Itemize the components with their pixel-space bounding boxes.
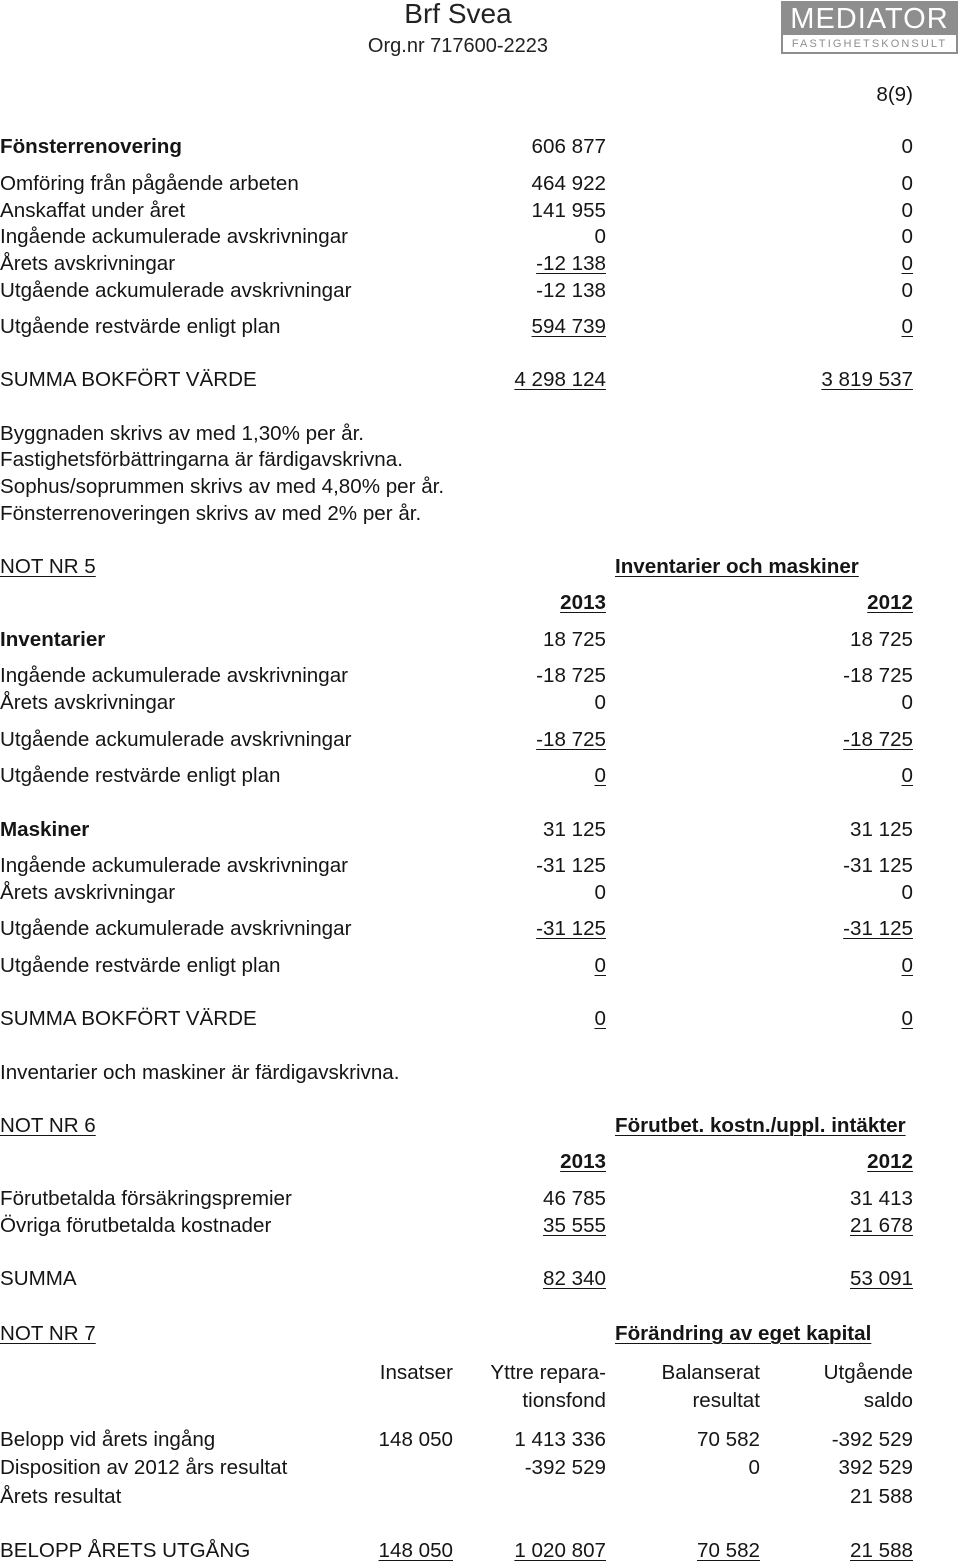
- year-2013: 2013: [560, 1150, 606, 1173]
- row-label: Utgående ackumulerade avskrivningar: [0, 279, 352, 302]
- value-2013: -18 725: [536, 664, 606, 687]
- table-row: [0, 136, 960, 158]
- table-row: [0, 1215, 960, 1237]
- row-label: Anskaffat under året: [0, 199, 186, 222]
- table-row: [0, 692, 960, 714]
- note-text: Byggnaden skrivs av med 1,30% per år.: [0, 422, 365, 445]
- note-text: Fönsterrenoveringen skrivs av med 2% per år.: [0, 502, 422, 525]
- row-label: Utgående restvärde enligt plan: [0, 764, 281, 787]
- col-header-fond: Yttre repara-: [490, 1361, 606, 1384]
- note-title: Förutbet. kostn./uppl. intäkter: [615, 1114, 906, 1137]
- value-2013: 18 725: [543, 628, 606, 651]
- table-row: [0, 280, 960, 302]
- col-header-fond-line2: tionsfond: [522, 1389, 606, 1412]
- value-fond: 1 413 336: [514, 1428, 606, 1451]
- value-2013: 31 125: [543, 818, 606, 841]
- value-2013: -31 125: [536, 854, 606, 877]
- note-text: Fastighetsförbättringarna är färdigavskrivna.: [0, 448, 403, 471]
- value-2012: 18 725: [850, 628, 913, 651]
- note-text: Sophus/soprummen skrivs av med 4,80% per år.: [0, 475, 445, 498]
- note-number: NOT NR 7: [0, 1322, 96, 1345]
- value-2013: 46 785: [543, 1187, 606, 1210]
- value-col-2: 0: [901, 279, 913, 302]
- value-2013: -31 125: [536, 917, 606, 940]
- table-row: [0, 173, 960, 195]
- note-5-remark: [0, 1062, 960, 1084]
- total-2012: 0: [901, 1007, 913, 1030]
- row-label: Ingående ackumulerade avskrivningar: [0, 225, 349, 248]
- row-label: Årets resultat: [0, 1485, 122, 1508]
- total-fond: 1 020 807: [514, 1539, 606, 1562]
- value-col-1: 0: [594, 225, 606, 248]
- value-col-1: 464 922: [531, 172, 606, 195]
- value-2012: 0: [901, 691, 913, 714]
- value-2012: 0: [901, 954, 913, 977]
- col-header-balanserat: Balanserat: [661, 1361, 760, 1384]
- total-2013: 82 340: [543, 1267, 606, 1290]
- row-label: Inventarier: [0, 628, 106, 651]
- value-2012: -18 725: [843, 664, 913, 687]
- year-header-row: [0, 1151, 960, 1173]
- value-col-2: 0: [901, 252, 913, 275]
- column-header-row-2: [0, 1390, 960, 1412]
- value-2012: 31 125: [850, 818, 913, 841]
- value-col-2: 0: [901, 199, 913, 222]
- table-row: [0, 253, 960, 275]
- total-col-1: 4 298 124: [514, 368, 606, 391]
- table-row: [0, 1457, 960, 1479]
- row-label: Utgående ackumulerade avskrivningar: [0, 728, 352, 751]
- total-label: SUMMA BOKFÖRT VÄRDE: [0, 1007, 257, 1030]
- table-row: [0, 1188, 960, 1210]
- total-saldo: 21 588: [850, 1539, 913, 1562]
- note-title: Förändring av eget kapital: [615, 1322, 872, 1345]
- table-row: [0, 226, 960, 248]
- value-2013: -18 725: [536, 728, 606, 751]
- value-2012: -18 725: [843, 728, 913, 751]
- note-number: NOT NR 6: [0, 1114, 96, 1137]
- logo-wordmark: MEDIATOR: [783, 3, 956, 35]
- value-col-1: -12 138: [536, 279, 606, 302]
- association-name: Brf Svea: [404, 0, 512, 29]
- total-col-2: 3 819 537: [821, 368, 913, 391]
- row-label: Årets avskrivningar: [0, 252, 176, 275]
- value-2012: 0: [901, 881, 913, 904]
- col-header-saldo: Utgående: [823, 1361, 913, 1384]
- value-col-1: -12 138: [536, 252, 606, 275]
- value-2012: 31 413: [850, 1187, 913, 1210]
- depreciation-note: [0, 476, 960, 498]
- note-number: NOT NR 5: [0, 555, 96, 578]
- row-label: Maskiner: [0, 818, 90, 841]
- row-label: Utgående ackumulerade avskrivningar: [0, 917, 352, 940]
- table-row: [0, 729, 960, 751]
- value-col-1: 606 877: [531, 135, 606, 158]
- total-row: [0, 1008, 960, 1030]
- total-row: [0, 1268, 960, 1290]
- table-row: [0, 1429, 960, 1451]
- table-row: [0, 629, 960, 651]
- table-row: [0, 819, 960, 841]
- table-row: [0, 855, 960, 877]
- total-row: [0, 369, 960, 391]
- table-row: [0, 665, 960, 687]
- row-label: Belopp vid årets ingång: [0, 1428, 216, 1451]
- total-label: SUMMA: [0, 1267, 77, 1290]
- year-2012: 2012: [867, 591, 913, 614]
- table-row: [0, 316, 960, 338]
- value-saldo: 21 588: [850, 1485, 913, 1508]
- row-label: Disposition av 2012 års resultat: [0, 1456, 288, 1479]
- note-7-heading: [0, 1323, 960, 1345]
- total-insatser: 148 050: [378, 1539, 453, 1562]
- depreciation-note: [0, 503, 960, 525]
- year-2012: 2012: [867, 1150, 913, 1173]
- value-2013: 0: [594, 691, 606, 714]
- table-row: [0, 765, 960, 787]
- row-label: Ingående ackumulerade avskrivningar: [0, 664, 349, 687]
- table-row: [0, 200, 960, 222]
- value-col-2: 0: [901, 225, 913, 248]
- depreciation-note: [0, 449, 960, 471]
- value-saldo: -392 529: [831, 1428, 913, 1451]
- value-col-2: 0: [901, 315, 913, 338]
- row-label: Utgående restvärde enligt plan: [0, 315, 281, 338]
- value-col-2: 0: [901, 135, 913, 158]
- col-header-insatser: Insatser: [379, 1361, 453, 1384]
- logo-tagline: FASTIGHETSKONSULT: [791, 38, 948, 50]
- row-label: Fönsterrenovering: [0, 135, 182, 158]
- remark-text: Inventarier och maskiner är färdigavskrivna.: [0, 1061, 400, 1084]
- col-header-balanserat-line2: resultat: [692, 1389, 760, 1412]
- table-row: [0, 1486, 960, 1508]
- row-label: Omföring från pågående arbeten: [0, 172, 299, 195]
- value-2012: -31 125: [843, 854, 913, 877]
- value-2012: 0: [901, 764, 913, 787]
- row-label: Årets avskrivningar: [0, 691, 176, 714]
- value-2013: 35 555: [543, 1214, 606, 1237]
- year-header-row: [0, 592, 960, 614]
- value-2013: 0: [594, 954, 606, 977]
- row-label: Ingående ackumulerade avskrivningar: [0, 854, 349, 877]
- value-2012: -31 125: [843, 917, 913, 940]
- page-number: 8(9): [876, 83, 913, 106]
- total-label: BELOPP ÅRETS UTGÅNG: [0, 1539, 251, 1562]
- value-2012: 21 678: [850, 1214, 913, 1237]
- value-insatser: 148 050: [378, 1428, 453, 1451]
- total-balanserat: 70 582: [697, 1539, 760, 1562]
- value-balanserat: 70 582: [697, 1428, 760, 1451]
- value-col-1: 594 739: [531, 315, 606, 338]
- total-row: [0, 1540, 960, 1562]
- value-saldo: 392 529: [838, 1456, 913, 1479]
- table-row: [0, 918, 960, 940]
- year-2013: 2013: [560, 591, 606, 614]
- note-5-heading: [0, 556, 960, 578]
- row-label: Utgående restvärde enligt plan: [0, 954, 281, 977]
- row-label: Årets avskrivningar: [0, 881, 176, 904]
- mediator-logo: [781, 1, 958, 54]
- row-label: Övriga förutbetalda kostnader: [0, 1214, 272, 1237]
- total-2013: 0: [594, 1007, 606, 1030]
- value-2013: 0: [594, 764, 606, 787]
- total-label: SUMMA BOKFÖRT VÄRDE: [0, 368, 257, 391]
- row-label: Förutbetalda försäkringspremier: [0, 1187, 292, 1210]
- table-row: [0, 882, 960, 904]
- column-header-row: [0, 1362, 960, 1384]
- total-2012: 53 091: [850, 1267, 913, 1290]
- depreciation-note: [0, 423, 960, 445]
- org-number: Org.nr 717600-2223: [367, 35, 549, 57]
- value-col-1: 141 955: [531, 199, 606, 222]
- table-row: [0, 955, 960, 977]
- value-fond: -392 529: [524, 1456, 606, 1479]
- col-header-saldo-line2: saldo: [863, 1389, 913, 1412]
- note-6-heading: [0, 1115, 960, 1137]
- value-col-2: 0: [901, 172, 913, 195]
- note-title: Inventarier och maskiner: [615, 555, 859, 578]
- value-balanserat: 0: [748, 1456, 760, 1479]
- value-2013: 0: [594, 881, 606, 904]
